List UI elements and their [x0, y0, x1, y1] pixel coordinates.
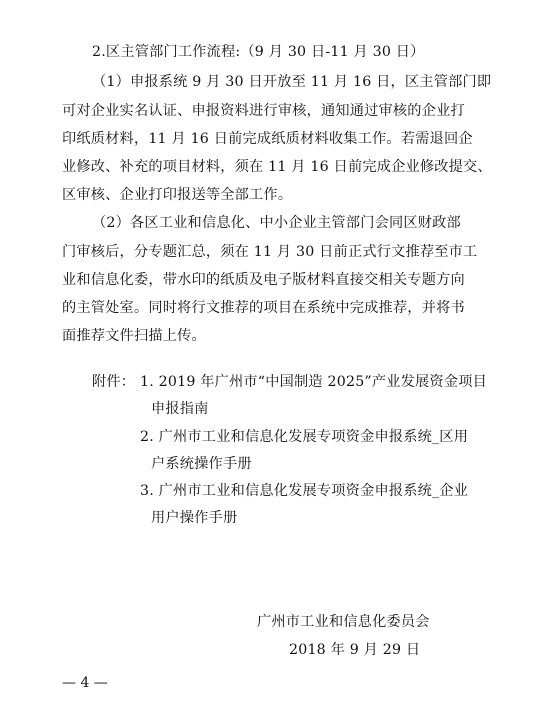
item1-line-2: 可对企业实名认证、申报资料进行审核，通知通过审核的企业打: [62, 103, 465, 119]
attachment-3-line-2: 用户操作手册: [151, 510, 238, 526]
item1-line-3: 印纸质材料，11 月 16 日前完成纸质材料收集工作。若需退回企: [62, 131, 473, 147]
section-heading: 2.区主管部门工作流程:（9 月 30 日-11 月 30 日）: [92, 44, 425, 60]
item1-line-5: 区审核、企业打印报送等全部工作。: [62, 187, 293, 203]
attachment-1-line-2: 申报指南: [151, 401, 209, 417]
item2-line-1: （2）各区工业和信息化、中小企业主管部门会同区财政部: [92, 215, 461, 231]
attachment-2-line-2: 户系统操作手册: [151, 456, 252, 472]
signature-date: 2018 年 9 月 29 日: [289, 642, 421, 658]
item1-line-1: （1）申报系统 9 月 30 日开放至 11 月 16 日，区主管部门即: [92, 74, 492, 90]
attachments-label: 附件：: [92, 374, 136, 390]
attachment-1-line-1: 1. 2019 年广州市“中国制造 2025”产业发展资金项目: [140, 374, 487, 390]
item2-line-2: 门审核后，分专题汇总，须在 11 月 30 日前正式行文推荐至市工: [62, 244, 478, 260]
attachment-2-line-1: 2. 广州市工业和信息化发展专项资金申报系统_区用: [140, 429, 469, 445]
item1-line-4: 业修改、补充的项目材料，须在 11 月 16 日前完成企业修改提交、: [62, 159, 492, 175]
item2-line-3: 业和信息化委，带水印的纸质及电子版材料直接交相关专题方向: [62, 272, 465, 288]
attachment-3-line-1: 3. 广州市工业和信息化发展专项资金申报系统_企业: [140, 483, 469, 499]
item2-line-5: 面推荐文件扫描上传。: [62, 328, 206, 344]
signature-org: 广州市工业和信息化委员会: [257, 614, 430, 630]
page-number: — 4 —: [62, 675, 108, 691]
item2-line-4: 的主管处室。同时将行文推荐的项目在系统中完成推荐，并将书: [62, 300, 465, 316]
